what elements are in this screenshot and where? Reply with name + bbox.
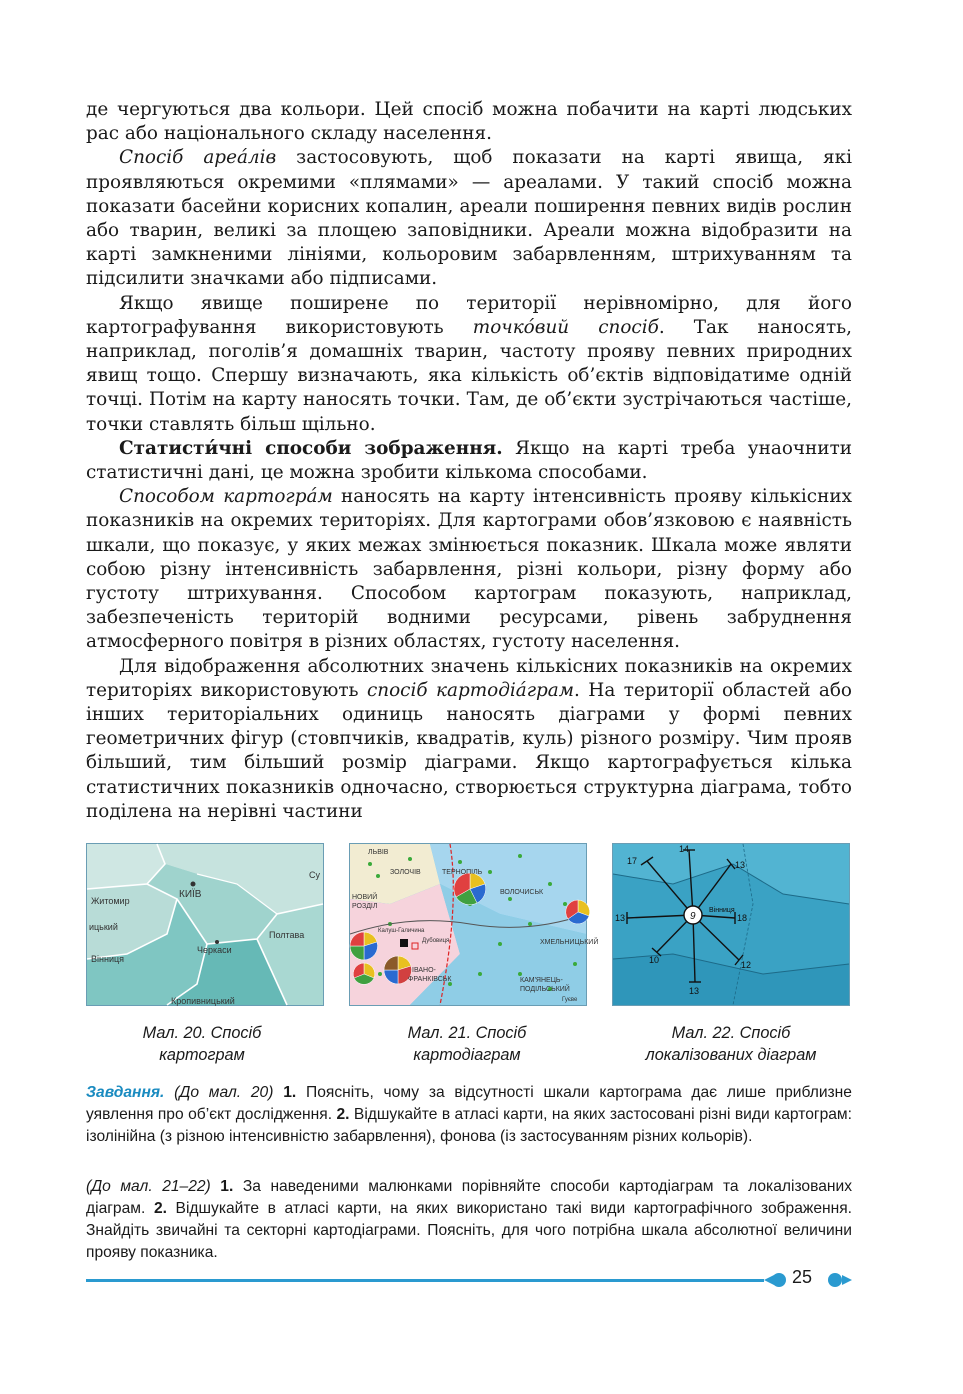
paragraph [86,655,852,824]
caption-fig21 [342,1022,592,1066]
label-10: 10 [649,955,660,965]
term-italic: спосіб картодіа́грам [366,679,575,701]
paragraph-text: Якщо явище поширене по території нерівномірно, для його картографування використовують [86,292,852,338]
task2-t1: За наведеними малюнками порівняйте способи картодіаграм та локалізованих діаграм. [86,1178,852,1217]
label-rozdil: РОЗДІЛ [352,903,378,910]
paragraph [86,437,852,485]
label-9: 9 [690,911,696,922]
label-itskyi: ицький [89,922,118,932]
label-su: Су [309,870,320,880]
label-zolochiv: ЗОЛОЧІВ [390,869,421,876]
figure-localized-diagram-map [612,843,850,1006]
label-ivano-2: ФРАНКІВСЬК [408,976,452,983]
footer-rule [86,1279,764,1282]
task2-n2: 2. [153,1200,167,1217]
paragraph-text: застосовують, щоб показати на карті явища, які проявляються окремими «плямами» — ареалами. У такий спосіб можна показати басейни корисних копалин, ареали поширення певних видів рослин або тварин, великі за площею заповідники. Ареали можна відобразити на карті замкненими лініями, кольоровим забарвленням, штрихуванням та підсилити значками або підписами. [86,147,852,290]
task2-n1: 1. [220,1178,234,1195]
task1-n2: 2. [336,1106,350,1123]
task1-n1: 1. [283,1084,297,1101]
label-13b: 13 [615,913,626,923]
label-dubovytsia: Дубовиця [422,938,450,944]
label-poltava: Полтава [269,930,305,940]
paragraph-text: де чергуються два кольори. Цей спосіб можна побачити на карті людських рас або національного складу населення. [86,99,852,145]
label-kalush: Калуш-Галичина [378,928,425,934]
label-kyiv: КИЇВ [179,889,202,900]
label-novyi: НОВИЙ [352,894,378,901]
task1-t2: Відшукайте в атласі карти, на яких застосовані різні види картограм: ізолінійна (з різною інтенсивністю забарвлення), фонова (із застосуванням різних кольорів). [86,1106,852,1145]
task1-t1: Поясніть, чому за відсутності шкали картограма дає лише приблизне уявлення про об’єкт дослідження. [86,1084,852,1123]
paragraph [86,98,852,146]
label-vinnytsia-22: Вінниця [709,907,735,914]
paragraph [86,146,852,291]
term-italic: Способом картогра́м [119,486,333,508]
label-kamianets-2: ПОДІЛЬСЬКИЙ [520,986,570,993]
paragraph-text: Для відображення абсолютних значень кількісних показників на окремих територіях використовують [86,655,852,701]
caption-fig21-line2: картодіаграм [413,1046,521,1064]
figure-cartodiagram-map [349,843,599,1006]
paragraph-text: . На території областей або інших територіальних одиниць наносять діаграми у формі певних геометричних фігур (стовпчиків, квадратів, куль) різного розміру. Чим прояв більший, тим більший розмір діаграми. Якщо картографується кілька статистичних показників одночасно, створюється структурна діаграма, тобто поділена на нерівні частини [86,679,852,822]
label-kropyvnytskyi: Кропивницький [171,996,235,1006]
caption-fig20-line2: картограм [159,1046,245,1064]
caption-fig21-line1: Мал. 21. Спосіб [407,1024,527,1042]
label-vinnytsia: Вінниця [91,954,124,964]
label-13a: 13 [735,860,746,870]
footer-bullet-right-icon [828,1273,842,1287]
figure-cartogram-map [86,843,324,1006]
caption-fig22-line1: Мал. 22. Спосіб [671,1024,791,1042]
label-zhytomyr: Житомир [91,896,130,906]
footer-arrow-right-icon [842,1275,852,1285]
paragraph-text: . Так наносять, наприклад, поголів’я домашніх тварин, частоту прояву певних природних явищ тощо. Спершу визначають, яка кількість об’єктів відповідатиме одній точці. Потім на карту наносять точки. Там, де об’єкти зустрічаються частіше, точки ставлять більш щільно. [86,316,852,435]
task-heading: Завдання. [86,1084,165,1101]
label-13c: 13 [689,986,700,996]
caption-fig20 [77,1022,327,1066]
label-volochysk: ВОЛОЧИСЬК [500,889,544,896]
footer-bullet-left-icon [772,1273,786,1287]
label-cherkasy: Черкаси [197,945,232,955]
paragraph [86,485,852,654]
task2-ref: (До мал. 21–22) [86,1178,211,1195]
paragraph-text: Якщо на карті треба унаочнити статистичні дані, це можна зробити кількома способами. [86,437,852,484]
label-14: 14 [679,844,690,854]
label-kamianets-1: КАМ'ЯНЕЦЬ- [520,977,563,984]
task1-ref: (До мал. 20) [174,1084,274,1101]
label-ivano-1: ІВАНО- [412,967,436,974]
task2-t2: Відшукайте в атласі карти, на яких використано такі види картографічного зображення. Знайдіть звичайні та секторні картодіаграми. Поясніть, для чого потрібна шкала абсолютної величини прояву показника. [86,1200,853,1261]
task-block-1 [86,1082,852,1148]
paragraph-text: наносять на карту інтенсивність прояву кількісних показників на окремих територіях. Для картограми обов’язковою є наявність шкали, що показує, у яких межах змінюється показник. Шкала може являти собою різну інтенсивність забарвлення, різні кольори, різну форму або густоту штрихування. Способом картограм показують, наприклад, забезпеченість територій водними ресурсами, рівень забруднення атмосферного повітря в різних областях, густоту населення. [86,486,852,653]
term-italic: точко́вий спосіб [472,316,659,338]
caption-fig22 [606,1022,856,1066]
label-lviv: ЛЬВІВ [368,849,389,856]
term-bold: Статисти́чні способи зображення. [119,437,503,459]
page-number: 25 [792,1267,813,1287]
label-guyeve: Гуєве [562,997,578,1003]
caption-fig20-line1: Мал. 20. Спосіб [142,1024,262,1042]
label-12: 12 [741,960,752,970]
label-17: 17 [627,856,638,866]
label-18: 18 [737,913,748,923]
paragraph [86,292,852,437]
caption-fig22-line2: локалізованих діаграм [645,1046,817,1064]
label-khmelnytskyi: ХМЕЛЬНИЦЬКИЙ [540,939,599,946]
term-italic: Спосіб ареа́лів [119,147,277,169]
task-block-2 [86,1176,852,1264]
label-ternopil: ТЕРНОПІЛЬ [442,869,483,876]
body-text [86,98,852,824]
